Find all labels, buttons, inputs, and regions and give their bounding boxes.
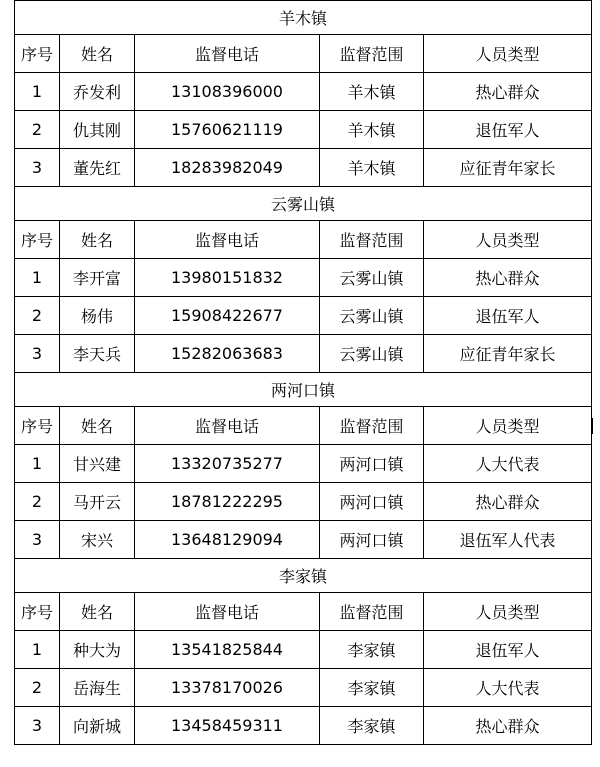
table-row xyxy=(15,631,592,669)
header-scope: 监督范围 xyxy=(320,221,424,259)
header-row xyxy=(15,593,592,631)
cell-name: 向新城 xyxy=(60,707,135,745)
cell-index: 2 xyxy=(15,483,60,521)
cell-phone: 15282063683 xyxy=(135,335,320,373)
header-index: 序号 xyxy=(15,221,60,259)
header-phone: 监督电话 xyxy=(135,407,320,445)
cell-index: 1 xyxy=(15,445,60,483)
cell-type: 热心群众 xyxy=(424,707,592,745)
cell-type: 退伍军人 xyxy=(424,111,592,149)
table-row xyxy=(15,483,592,521)
group-title: 两河口镇 xyxy=(15,373,592,407)
table-row xyxy=(15,259,592,297)
cell-name: 岳海生 xyxy=(60,669,135,707)
cell-type: 人大代表 xyxy=(424,669,592,707)
group-title-row xyxy=(15,559,592,593)
cell-name: 乔发利 xyxy=(60,73,135,111)
cell-scope: 羊木镇 xyxy=(320,73,424,111)
table-row xyxy=(15,707,592,745)
cell-type: 热心群众 xyxy=(424,259,592,297)
cell-phone: 13541825844 xyxy=(135,631,320,669)
table-row xyxy=(15,149,592,187)
cell-phone: 15760621119 xyxy=(135,111,320,149)
cell-index: 3 xyxy=(15,707,60,745)
header-row xyxy=(15,35,592,73)
table-row xyxy=(15,521,592,559)
table-row xyxy=(15,297,592,335)
header-index: 序号 xyxy=(15,407,60,445)
header-scope: 监督范围 xyxy=(320,407,424,445)
header-type: 人员类型 xyxy=(424,407,592,445)
header-type: 人员类型 xyxy=(424,593,592,631)
cell-index: 3 xyxy=(15,149,60,187)
cell-phone: 13378170026 xyxy=(135,669,320,707)
cell-index: 2 xyxy=(15,111,60,149)
cell-phone: 18283982049 xyxy=(135,149,320,187)
cell-scope: 云雾山镇 xyxy=(320,297,424,335)
cell-type: 热心群众 xyxy=(424,73,592,111)
group-title-row xyxy=(15,1,592,35)
cell-name: 仇其刚 xyxy=(60,111,135,149)
cell-index: 1 xyxy=(15,259,60,297)
cell-phone: 15908422677 xyxy=(135,297,320,335)
cell-phone: 13108396000 xyxy=(135,73,320,111)
cell-phone: 13458459311 xyxy=(135,707,320,745)
supervisor-table xyxy=(14,0,592,745)
header-type: 人员类型 xyxy=(424,221,592,259)
cell-scope: 两河口镇 xyxy=(320,521,424,559)
group-title: 李家镇 xyxy=(15,559,592,593)
cell-type: 退伍军人代表 xyxy=(424,521,592,559)
cell-scope: 李家镇 xyxy=(320,707,424,745)
cell-name: 李开富 xyxy=(60,259,135,297)
cell-index: 1 xyxy=(15,73,60,111)
cell-name: 甘兴建 xyxy=(60,445,135,483)
cell-name: 马开云 xyxy=(60,483,135,521)
cell-type: 应征青年家长 xyxy=(424,149,592,187)
table-body xyxy=(15,1,592,745)
table-row xyxy=(15,111,592,149)
table-row xyxy=(15,669,592,707)
group-title-row xyxy=(15,187,592,221)
group-title: 羊木镇 xyxy=(15,1,592,35)
cell-phone: 13648129094 xyxy=(135,521,320,559)
cell-scope: 两河口镇 xyxy=(320,445,424,483)
cell-index: 2 xyxy=(15,669,60,707)
cell-scope: 李家镇 xyxy=(320,669,424,707)
header-type: 人员类型 xyxy=(424,35,592,73)
cell-name: 李天兵 xyxy=(60,335,135,373)
cell-type: 退伍军人 xyxy=(424,297,592,335)
cell-name: 杨伟 xyxy=(60,297,135,335)
header-row xyxy=(15,407,592,445)
cell-scope: 云雾山镇 xyxy=(320,259,424,297)
cell-type: 热心群众 xyxy=(424,483,592,521)
header-index: 序号 xyxy=(15,35,60,73)
table-row xyxy=(15,73,592,111)
header-row xyxy=(15,221,592,259)
header-index: 序号 xyxy=(15,593,60,631)
header-name: 姓名 xyxy=(60,407,135,445)
header-phone: 监督电话 xyxy=(135,593,320,631)
header-name: 姓名 xyxy=(60,593,135,631)
text-cursor-mark xyxy=(591,418,593,434)
cell-index: 3 xyxy=(15,521,60,559)
cell-index: 1 xyxy=(15,631,60,669)
cell-scope: 羊木镇 xyxy=(320,149,424,187)
cell-phone: 18781222295 xyxy=(135,483,320,521)
group-title: 云雾山镇 xyxy=(15,187,592,221)
group-title-row xyxy=(15,373,592,407)
cell-scope: 李家镇 xyxy=(320,631,424,669)
header-phone: 监督电话 xyxy=(135,35,320,73)
cell-name: 宋兴 xyxy=(60,521,135,559)
header-scope: 监督范围 xyxy=(320,593,424,631)
cell-type: 应征青年家长 xyxy=(424,335,592,373)
cell-type: 退伍军人 xyxy=(424,631,592,669)
cell-scope: 两河口镇 xyxy=(320,483,424,521)
cell-index: 2 xyxy=(15,297,60,335)
cell-index: 3 xyxy=(15,335,60,373)
cell-scope: 云雾山镇 xyxy=(320,335,424,373)
cell-name: 种大为 xyxy=(60,631,135,669)
table-row xyxy=(15,445,592,483)
header-name: 姓名 xyxy=(60,221,135,259)
header-scope: 监督范围 xyxy=(320,35,424,73)
cell-name: 董先红 xyxy=(60,149,135,187)
cell-scope: 羊木镇 xyxy=(320,111,424,149)
cell-type: 人大代表 xyxy=(424,445,592,483)
header-phone: 监督电话 xyxy=(135,221,320,259)
cell-phone: 13320735277 xyxy=(135,445,320,483)
header-name: 姓名 xyxy=(60,35,135,73)
cell-phone: 13980151832 xyxy=(135,259,320,297)
table-row xyxy=(15,335,592,373)
